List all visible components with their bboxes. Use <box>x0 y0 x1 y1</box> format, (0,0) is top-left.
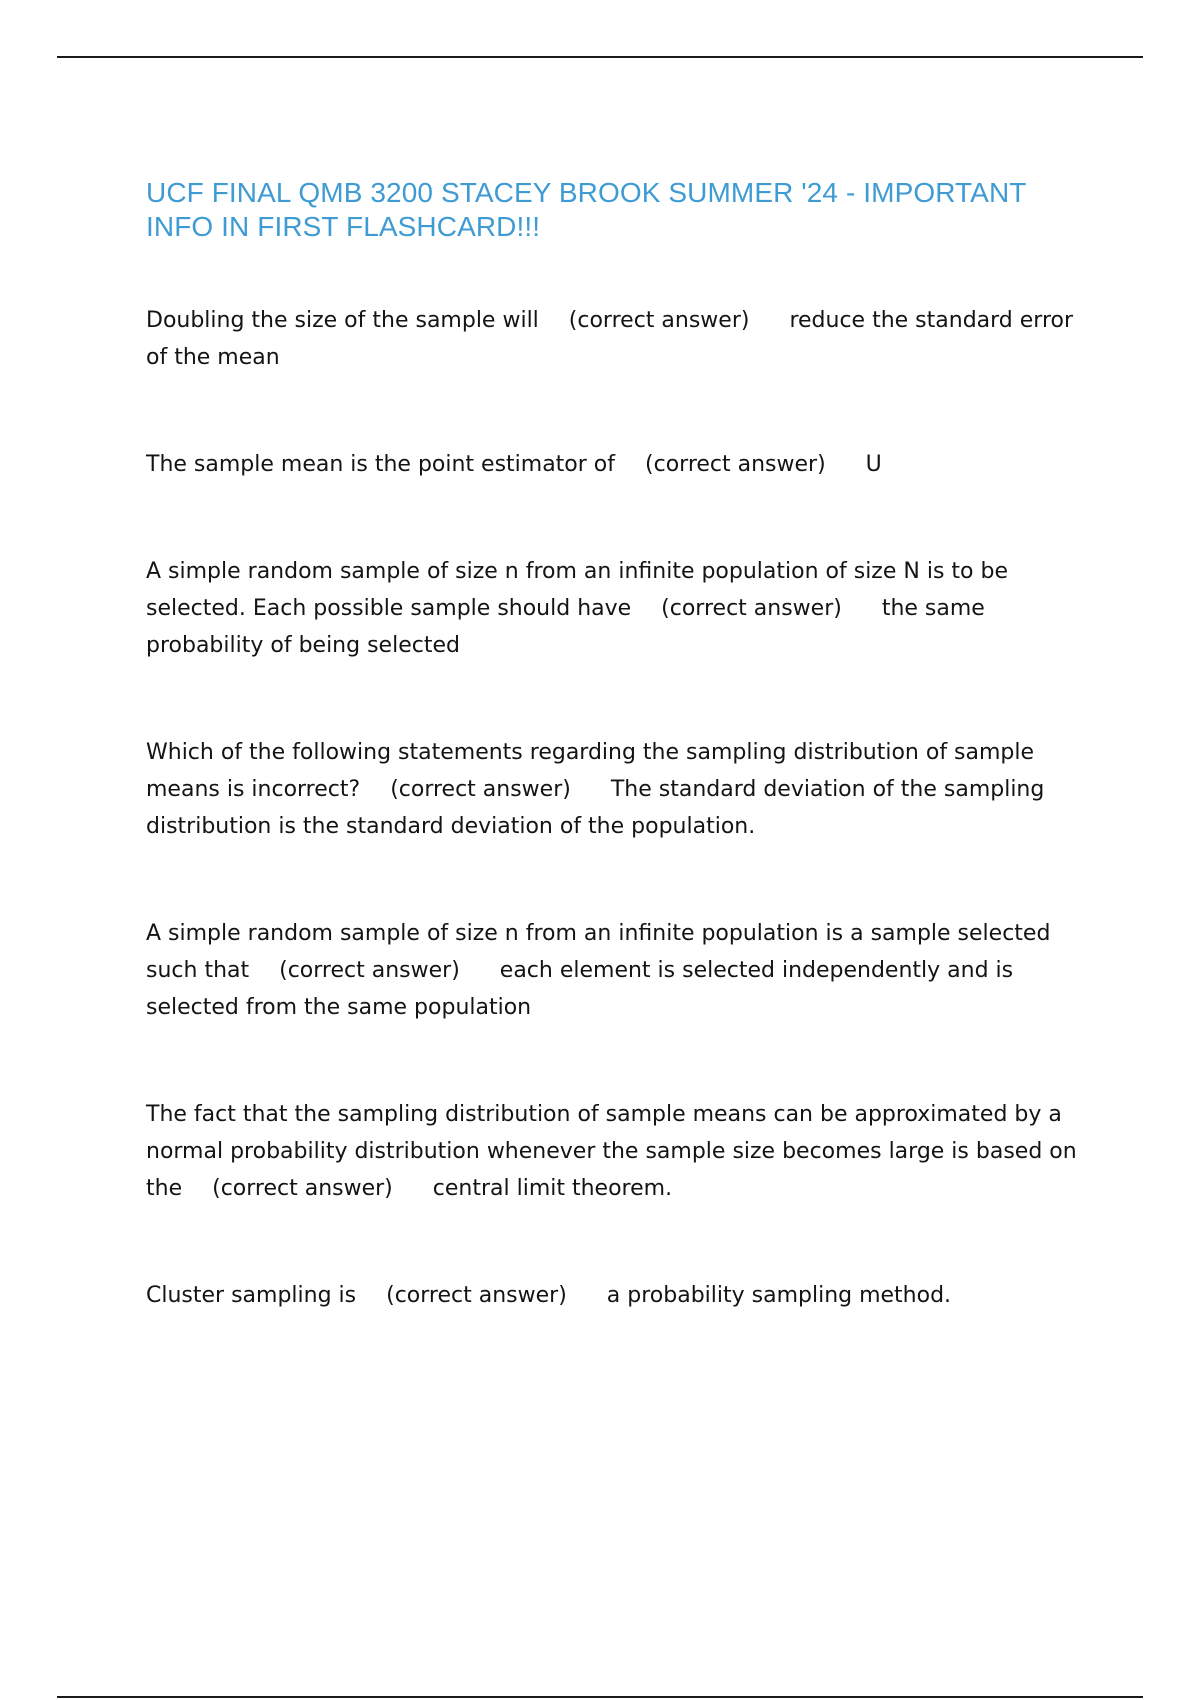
flashcard-question: The sample mean is the point estimator of <box>146 452 616 477</box>
flashcard-answer: the same probability of being selected <box>146 596 985 658</box>
flashcard <box>146 1277 1096 1314</box>
document-title: UCF FINAL QMB 3200 STACEY BROOK SUMMER '24 - IMPORTANT INFO IN FIRST FLASHCARD!!! <box>146 177 1026 242</box>
answer-separator: (correct answer) <box>386 1283 567 1308</box>
flashcard-answer: a probability sampling method. <box>606 1283 952 1308</box>
document-body <box>146 176 1096 1384</box>
answer-separator: (correct answer) <box>212 1176 393 1201</box>
flashcard <box>146 1096 1096 1207</box>
flashcard <box>146 302 1096 376</box>
flashcard <box>146 553 1096 664</box>
answer-separator: (correct answer) <box>279 958 460 983</box>
flashcard-answer: The standard deviation of the sampling distribution is the standard deviation of the population. <box>146 777 1045 839</box>
flashcard-answer: central limit theorem. <box>432 1176 673 1201</box>
flashcard-answer: U <box>865 452 882 477</box>
flashcard <box>146 915 1096 1026</box>
flashcard-question: Which of the following statements regarding the sampling distribution of sample means is incorrect? <box>146 740 1035 802</box>
flashcard-question: The fact that the sampling distribution of sample means can be approximated by a normal probability distribution whenever the sample size becomes large is based on the <box>146 1102 1077 1201</box>
flashcard-answer: each element is selected independently and is selected from the same population <box>146 958 1014 1020</box>
flashcard <box>146 734 1096 845</box>
answer-separator: (correct answer) <box>390 777 571 802</box>
flashcard-question: A simple random sample of size n from an infinite population of size N is to be selected. Each possible sample should have <box>146 559 1008 621</box>
flashcard-answer: reduce the standard error of the mean <box>146 308 1074 370</box>
flashcard-question: A simple random sample of size n from an infinite population is a sample selected such that <box>146 921 1051 983</box>
answer-separator: (correct answer) <box>645 452 826 477</box>
answer-separator: (correct answer) <box>661 596 842 621</box>
flashcard-question: Cluster sampling is <box>146 1283 357 1308</box>
answer-separator: (correct answer) <box>568 308 750 333</box>
flashcard-question: Doubling the size of the sample will <box>146 308 539 333</box>
top-rule <box>57 56 1143 58</box>
flashcard <box>146 446 1096 483</box>
bottom-rule <box>57 1696 1143 1698</box>
